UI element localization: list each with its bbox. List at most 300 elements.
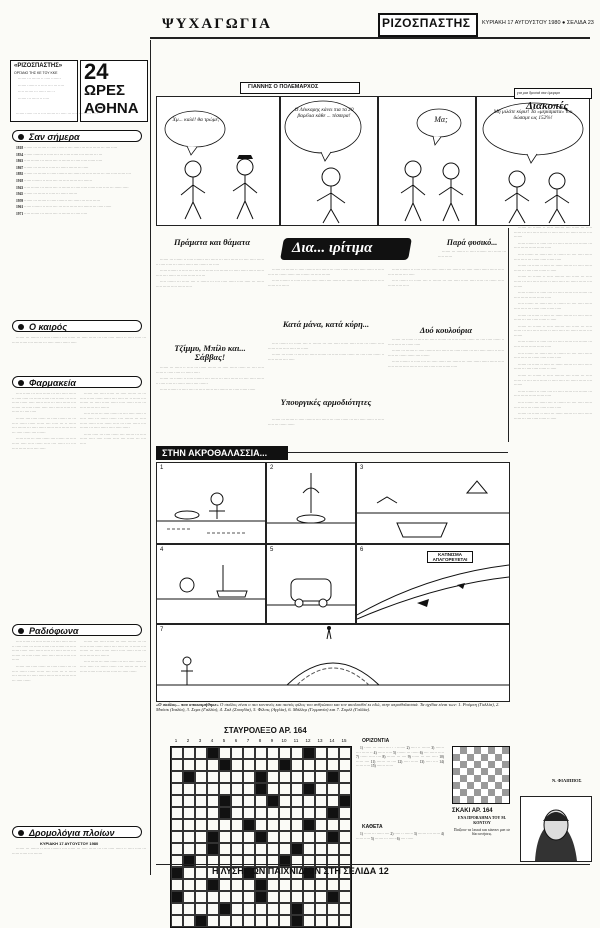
crossword-cell[interactable] xyxy=(291,879,303,891)
crossword-cell[interactable] xyxy=(339,891,351,903)
crossword-cell[interactable] xyxy=(243,879,255,891)
chess-square[interactable] xyxy=(495,796,502,803)
crossword-col-num: 3 xyxy=(198,738,202,743)
chess-square[interactable] xyxy=(453,789,460,796)
crossword-cell[interactable] xyxy=(303,891,315,903)
crossword-cell[interactable] xyxy=(315,831,327,843)
crossword-cell[interactable] xyxy=(195,855,207,867)
crossword-cell[interactable] xyxy=(171,891,183,903)
crossword-cell[interactable] xyxy=(243,771,255,783)
crossword-cell[interactable] xyxy=(339,879,351,891)
crossword-cell[interactable] xyxy=(291,891,303,903)
crossword-cell[interactable] xyxy=(339,915,351,927)
crossword-cell[interactable] xyxy=(315,807,327,819)
crossword-cell[interactable] xyxy=(255,903,267,915)
crossword-cell[interactable] xyxy=(207,879,219,891)
chess-square[interactable] xyxy=(488,747,495,754)
crossword-cell[interactable] xyxy=(327,759,339,771)
crossword-cell[interactable] xyxy=(243,795,255,807)
crossword-cell[interactable] xyxy=(315,903,327,915)
crossword-cell[interactable] xyxy=(267,747,279,759)
crossword-cell[interactable] xyxy=(279,903,291,915)
chess-square[interactable] xyxy=(502,754,509,761)
crossword-cell[interactable] xyxy=(339,795,351,807)
crossword-cell[interactable] xyxy=(279,831,291,843)
chess-square[interactable] xyxy=(502,747,509,754)
crossword-cell[interactable] xyxy=(267,843,279,855)
crossword-cell[interactable] xyxy=(339,903,351,915)
chess-square[interactable] xyxy=(502,796,509,803)
crossword-cell[interactable] xyxy=(315,891,327,903)
chess-square[interactable] xyxy=(502,761,509,768)
crossword-cell[interactable] xyxy=(195,783,207,795)
crossword-cell[interactable] xyxy=(267,891,279,903)
crossword-cell[interactable] xyxy=(219,759,231,771)
crossword-col-num: 8 xyxy=(258,738,262,743)
chess-square[interactable] xyxy=(481,789,488,796)
chess-square[interactable] xyxy=(474,789,481,796)
crossword-cell[interactable] xyxy=(231,831,243,843)
crossword-cell[interactable] xyxy=(171,819,183,831)
crossword-cell[interactable] xyxy=(279,783,291,795)
crossword-cell[interactable] xyxy=(243,783,255,795)
article-sub-3: Κατά μάνα, κατά κύρη... xyxy=(282,319,370,329)
crossword-cell[interactable] xyxy=(219,771,231,783)
chess-square[interactable] xyxy=(467,782,474,789)
crossword-cell[interactable] xyxy=(219,819,231,831)
chess-square[interactable] xyxy=(453,761,460,768)
crossword-cell[interactable] xyxy=(183,807,195,819)
crossword-cell[interactable] xyxy=(291,915,303,927)
chess-square[interactable] xyxy=(495,775,502,782)
crossword-cell[interactable] xyxy=(291,783,303,795)
section-title: ΨΥΧΑΓΩΓΙΑ xyxy=(162,16,272,32)
crossword-cell[interactable] xyxy=(219,747,231,759)
chess-square[interactable] xyxy=(474,747,481,754)
crossword-cell[interactable] xyxy=(339,759,351,771)
crossword-cell[interactable] xyxy=(303,807,315,819)
crossword-cell[interactable] xyxy=(255,831,267,843)
crossword-cell[interactable] xyxy=(195,915,207,927)
crossword-cell[interactable] xyxy=(291,795,303,807)
crossword-cell[interactable] xyxy=(219,879,231,891)
crossword-cell[interactable] xyxy=(315,783,327,795)
chess-square[interactable] xyxy=(474,768,481,775)
chess-square[interactable] xyxy=(467,789,474,796)
crossword-cell[interactable] xyxy=(171,831,183,843)
crossword-cell[interactable] xyxy=(207,819,219,831)
crossword-cell[interactable] xyxy=(207,891,219,903)
crossword-cell[interactable] xyxy=(291,843,303,855)
crossword-cell[interactable] xyxy=(303,795,315,807)
crossword-col-numbers xyxy=(170,738,350,746)
crossword-cell[interactable] xyxy=(231,807,243,819)
crossword-col-num: 14 xyxy=(329,738,335,743)
crossword-cell[interactable] xyxy=(255,891,267,903)
chess-square[interactable] xyxy=(481,768,488,775)
crossword-down-clues: 1) ······ ··· ······ ···· 2) ····· ·· ······· 3) ······· ···· ······ 4) ······ ····· 5) ······· ··· ······ 6) ···· ······ xyxy=(356,832,444,841)
crossword-cell[interactable] xyxy=(171,915,183,927)
chess-square[interactable] xyxy=(453,782,460,789)
crossword-cell[interactable] xyxy=(231,903,243,915)
crossword-cell[interactable] xyxy=(339,771,351,783)
crossword-cell[interactable] xyxy=(195,747,207,759)
crossword-cell[interactable] xyxy=(243,747,255,759)
chess-square[interactable] xyxy=(495,761,502,768)
crossword-cell[interactable] xyxy=(195,759,207,771)
crossword-cell[interactable] xyxy=(279,819,291,831)
crossword-cell[interactable] xyxy=(303,759,315,771)
crossword-cell[interactable] xyxy=(231,891,243,903)
year-1943: 1943 xyxy=(16,185,24,190)
crossword-cell[interactable] xyxy=(303,771,315,783)
crossword-cell[interactable] xyxy=(291,903,303,915)
chess-square[interactable] xyxy=(488,754,495,761)
crossword-cell[interactable] xyxy=(279,807,291,819)
crossword-cell[interactable] xyxy=(195,831,207,843)
crossword-cell[interactable] xyxy=(243,831,255,843)
chess-square[interactable] xyxy=(488,775,495,782)
crossword-cell[interactable] xyxy=(243,819,255,831)
chess-square[interactable] xyxy=(453,796,460,803)
crossword-cell[interactable] xyxy=(303,843,315,855)
crossword-cell[interactable] xyxy=(183,819,195,831)
crossword-cell[interactable] xyxy=(279,795,291,807)
crossword-cell[interactable] xyxy=(183,903,195,915)
crossword-cell[interactable] xyxy=(219,831,231,843)
crossword-cell[interactable] xyxy=(231,747,243,759)
crossword-cell[interactable] xyxy=(171,843,183,855)
chess-square[interactable] xyxy=(453,768,460,775)
masthead: «ΡΙΖΟΣΠΑΣΤΗΣ» xyxy=(14,63,63,69)
strip-panel-number-5: 5 xyxy=(270,547,274,553)
crossword-cell[interactable] xyxy=(219,783,231,795)
crossword-cell[interactable] xyxy=(183,783,195,795)
crossword-cell[interactable] xyxy=(291,807,303,819)
crossword-cell[interactable] xyxy=(303,879,315,891)
chess-square[interactable] xyxy=(474,796,481,803)
chess-square[interactable] xyxy=(467,754,474,761)
chess-square[interactable] xyxy=(474,775,481,782)
chess-square[interactable] xyxy=(460,754,467,761)
crossword-cell[interactable] xyxy=(315,771,327,783)
crossword-cell[interactable] xyxy=(243,891,255,903)
chess-square[interactable] xyxy=(488,768,495,775)
article-sub-5: Δυό κουλούρια xyxy=(419,325,473,335)
crossword-cell[interactable] xyxy=(207,831,219,843)
chess-square[interactable] xyxy=(488,761,495,768)
crossword-cell[interactable] xyxy=(267,903,279,915)
chess-square[interactable] xyxy=(467,796,474,803)
chess-square[interactable] xyxy=(467,768,474,775)
crossword-cell[interactable] xyxy=(267,831,279,843)
chess-square[interactable] xyxy=(460,789,467,796)
crossword-cell[interactable] xyxy=(231,879,243,891)
chess-square[interactable] xyxy=(502,782,509,789)
crossword-cell[interactable] xyxy=(327,915,339,927)
crossword-cell[interactable] xyxy=(219,843,231,855)
article-title: Δια... ιρίτιμα xyxy=(292,240,373,256)
crossword-cell[interactable] xyxy=(327,831,339,843)
crossword-cell[interactable] xyxy=(243,903,255,915)
crossword-cell[interactable] xyxy=(171,795,183,807)
crossword-cell[interactable] xyxy=(207,807,219,819)
crossword-cell[interactable] xyxy=(231,783,243,795)
article-sub-4: Υπουργικές αρμοδιότητες xyxy=(280,397,372,407)
crossword-cell[interactable] xyxy=(207,795,219,807)
chess-square[interactable] xyxy=(467,747,474,754)
crossword-cell[interactable] xyxy=(243,807,255,819)
crossword-cell[interactable] xyxy=(315,915,327,927)
chess-square[interactable] xyxy=(488,796,495,803)
crossword-cell[interactable] xyxy=(291,747,303,759)
crossword-cell[interactable] xyxy=(183,831,195,843)
crossword-cell[interactable] xyxy=(207,783,219,795)
crossword-cell[interactable] xyxy=(183,759,195,771)
crossword-cell[interactable] xyxy=(219,807,231,819)
strip-caption xyxy=(156,702,508,720)
crossword-cell[interactable] xyxy=(255,795,267,807)
crossword-cell[interactable] xyxy=(171,903,183,915)
masthead-sub: ΟΡΓΑΝΟ ΤΗΣ ΚΕ ΤΟΥ ΚΚΕ xyxy=(14,71,58,75)
crossword-cell[interactable] xyxy=(339,843,351,855)
crossword-cell[interactable] xyxy=(195,879,207,891)
chess-square[interactable] xyxy=(467,775,474,782)
chess-square[interactable] xyxy=(460,775,467,782)
crossword-cell[interactable] xyxy=(255,879,267,891)
crossword-cell[interactable] xyxy=(267,771,279,783)
chess-square[interactable] xyxy=(481,782,488,789)
crossword-cell[interactable] xyxy=(267,807,279,819)
crossword-cell[interactable] xyxy=(171,879,183,891)
crossword-cell[interactable] xyxy=(315,747,327,759)
crossword-cell[interactable] xyxy=(303,831,315,843)
cartoon-panel-3 xyxy=(378,96,476,226)
paper-name: ΡΙΖΟΣΠΑΣΤΗΣ xyxy=(382,16,471,30)
crossword-cell[interactable] xyxy=(171,867,183,879)
crossword-cell[interactable] xyxy=(171,855,183,867)
crossword-cell[interactable] xyxy=(171,759,183,771)
masthead-details: ······· ··· ······· ·· ····· ········ ······· ········ ·· ····· ···· ··· ····· ····· ······· ··· ······ ···· ·· ······· ··· ······ ·· ····· xyxy=(18,77,65,101)
article-text-2: ······· ··· ······ ·· ····· ··· ······ ······· ··· ····· ······ ······ ··· ···· ····· ······ ·· ····· ····· ··· ······ ····· ······· ··· ······· ·· ····· ········ ···· ······ ··· ····· ······ ··· ···· ····· ······ ·· ····· ····· ··· ······ ······ ···· ······· ······ ········ ·· ····· ···· ··· ····· ······ ···· ······· ··· ····· ······ ······ xyxy=(156,366,264,393)
crossword-cell[interactable] xyxy=(315,795,327,807)
chess-square[interactable] xyxy=(495,782,502,789)
crossword-cell[interactable] xyxy=(183,747,195,759)
crossword-cell[interactable] xyxy=(255,915,267,927)
crossword-cell[interactable] xyxy=(339,831,351,843)
crossword-cell[interactable] xyxy=(183,879,195,891)
crossword-cell[interactable] xyxy=(279,915,291,927)
crossword-cell[interactable] xyxy=(339,783,351,795)
chess-square[interactable] xyxy=(488,782,495,789)
chess-square[interactable] xyxy=(481,775,488,782)
right-column-author: Ν. ΦΙΛΙΠΠΟΣ xyxy=(552,778,582,783)
crossword-cell[interactable] xyxy=(183,867,195,879)
crossword-cell[interactable] xyxy=(207,771,219,783)
crossword-cell[interactable] xyxy=(327,771,339,783)
crossword-cell[interactable] xyxy=(339,807,351,819)
crossword-cell[interactable] xyxy=(195,867,207,879)
crossword-cell[interactable] xyxy=(303,819,315,831)
chess-square[interactable] xyxy=(453,754,460,761)
crossword-cell[interactable] xyxy=(231,759,243,771)
crossword-cell[interactable] xyxy=(255,819,267,831)
chess-square[interactable] xyxy=(460,782,467,789)
crossword-cell[interactable] xyxy=(315,819,327,831)
chess-square[interactable] xyxy=(502,789,509,796)
crossword-cell[interactable] xyxy=(327,891,339,903)
crossword-cell[interactable] xyxy=(195,795,207,807)
right-column-divider xyxy=(508,228,509,442)
crossword-cell[interactable] xyxy=(207,747,219,759)
crossword-cell[interactable] xyxy=(267,759,279,771)
crossword-cell[interactable] xyxy=(195,819,207,831)
crossword-cell[interactable] xyxy=(195,903,207,915)
crossword-grid[interactable] xyxy=(170,746,352,928)
crossword-cell[interactable] xyxy=(327,783,339,795)
crossword-cell[interactable] xyxy=(315,843,327,855)
crossword-cell[interactable] xyxy=(327,807,339,819)
crossword-cell[interactable] xyxy=(279,891,291,903)
crossword-cell[interactable] xyxy=(291,771,303,783)
crossword-cell[interactable] xyxy=(303,915,315,927)
pharmacies-text-left: ····· ······ ··· ····· ······ ··· ···· ····· ······ ·· ····· ····· ··· ······ ······ ···· ······· ··· ····· ······ ······ ····· ······ ····· ··· ····· ······ ···· ······· ··· ····· ······ ····· ····· ······ ····· ···· ······ ··· ···· ····· ······· ···· ····· ······ ··· ····· ······· ··· ··· ····· ······ ······ ······ ···· ····· ··· ·· ······ ···· ······· ··· ····· ······ ······ ····· ······ ····· ··· ····· ······ ···· ······· ······ ····· ··· ····· ······ ···· ······· ··· ····· ······ ····· ····· ······ ····· ···· ······ ··· ···· ····· ······ ····· ···· ····· xyxy=(12,392,76,451)
crossword-cell[interactable] xyxy=(219,903,231,915)
crossword-cell[interactable] xyxy=(243,843,255,855)
crossword-cell[interactable] xyxy=(183,891,195,903)
chess-square[interactable] xyxy=(460,747,467,754)
crossword-cell[interactable] xyxy=(279,771,291,783)
crossword-cell[interactable] xyxy=(315,879,327,891)
crossword-cell[interactable] xyxy=(255,807,267,819)
crossword-cell[interactable] xyxy=(279,759,291,771)
crossword-cell[interactable] xyxy=(171,747,183,759)
crossword-cell[interactable] xyxy=(171,783,183,795)
crossword-cell[interactable] xyxy=(243,915,255,927)
crossword-cell[interactable] xyxy=(327,843,339,855)
crossword-cell[interactable] xyxy=(207,759,219,771)
header-rule xyxy=(150,37,590,39)
masthead-info-text: ······· ······ ··· ·· ···· ······· ··· ····· ··· ····· ·········· ····· xyxy=(16,112,98,116)
crossword-cell[interactable] xyxy=(219,795,231,807)
crossword-cell[interactable] xyxy=(231,819,243,831)
chess-square[interactable] xyxy=(495,747,502,754)
crossword-cell[interactable] xyxy=(327,747,339,759)
chess-square[interactable] xyxy=(495,754,502,761)
crossword-cell[interactable] xyxy=(279,747,291,759)
crossword-cell[interactable] xyxy=(231,843,243,855)
chess-square[interactable] xyxy=(481,754,488,761)
crossword-cell[interactable] xyxy=(303,903,315,915)
strip-drawing-1 xyxy=(157,463,265,543)
crossword-col-num: 15 xyxy=(341,738,347,743)
crossword-cell[interactable] xyxy=(207,903,219,915)
crossword-cell[interactable] xyxy=(207,843,219,855)
chess-square[interactable] xyxy=(453,747,460,754)
crossword-cell[interactable] xyxy=(339,819,351,831)
crossword-cell[interactable] xyxy=(327,819,339,831)
crossword-cell[interactable] xyxy=(183,855,195,867)
crossword-cell[interactable] xyxy=(267,819,279,831)
crossword-cell[interactable] xyxy=(255,843,267,855)
chess-board[interactable] xyxy=(452,746,510,804)
crossword-col-num: 6 xyxy=(234,738,238,743)
chess-square[interactable] xyxy=(474,782,481,789)
crossword-cell[interactable] xyxy=(219,915,231,927)
year-1892: 1892 xyxy=(16,172,24,177)
crossword-cell[interactable] xyxy=(255,783,267,795)
strip-panel-5 xyxy=(266,544,356,624)
chess-square[interactable] xyxy=(481,761,488,768)
chess-square[interactable] xyxy=(488,789,495,796)
chess-square[interactable] xyxy=(453,775,460,782)
crossword-cell[interactable] xyxy=(255,759,267,771)
crossword-cell[interactable] xyxy=(171,771,183,783)
chess-square[interactable] xyxy=(460,768,467,775)
chess-square[interactable] xyxy=(460,796,467,803)
crossword-cell[interactable] xyxy=(315,759,327,771)
crossword-cell[interactable] xyxy=(183,843,195,855)
crossword-cell[interactable] xyxy=(267,915,279,927)
crossword-cell[interactable] xyxy=(183,795,195,807)
crossword-cell[interactable] xyxy=(327,879,339,891)
crossword-cell[interactable] xyxy=(255,771,267,783)
crossword-cell[interactable] xyxy=(231,771,243,783)
crossword-cell[interactable] xyxy=(267,783,279,795)
crossword-cell[interactable] xyxy=(327,795,339,807)
crossword-cell[interactable] xyxy=(279,843,291,855)
crossword-cell[interactable] xyxy=(243,759,255,771)
crossword-cell[interactable] xyxy=(291,831,303,843)
chess-square[interactable] xyxy=(474,761,481,768)
crossword-cell[interactable] xyxy=(183,771,195,783)
crossword-cell[interactable] xyxy=(339,747,351,759)
cartoon-drawing-3 xyxy=(379,97,475,225)
crossword-cell[interactable] xyxy=(291,819,303,831)
chess-square[interactable] xyxy=(460,761,467,768)
crossword-cell[interactable] xyxy=(231,795,243,807)
crossword-cell[interactable] xyxy=(219,891,231,903)
crossword-cell[interactable] xyxy=(279,879,291,891)
chess-square[interactable] xyxy=(495,768,502,775)
crossword-cell[interactable] xyxy=(207,915,219,927)
crossword-cell[interactable] xyxy=(327,903,339,915)
chess-square[interactable] xyxy=(481,796,488,803)
crossword-cell[interactable] xyxy=(267,795,279,807)
crossword-cell[interactable] xyxy=(303,747,315,759)
crossword-cell[interactable] xyxy=(183,915,195,927)
chess-square[interactable] xyxy=(502,768,509,775)
banner-line1: ΩΡΕΣ xyxy=(84,82,126,99)
chess-square[interactable] xyxy=(467,761,474,768)
crossword-cell[interactable] xyxy=(195,843,207,855)
crossword-cell[interactable] xyxy=(255,747,267,759)
chess-square[interactable] xyxy=(481,747,488,754)
chess-square[interactable] xyxy=(495,789,502,796)
crossword-cell[interactable] xyxy=(195,807,207,819)
crossword-cell[interactable] xyxy=(195,771,207,783)
chess-square[interactable] xyxy=(502,775,509,782)
crossword-cell[interactable] xyxy=(303,783,315,795)
chess-square[interactable] xyxy=(474,754,481,761)
year-1959: 1959 xyxy=(16,198,24,203)
article-text-7: ······· ··· ······ ·· ····· ··· ······ ······· ··· ····· ······ ······ ··· ···· ····· ······ ·· ····· ····· ··· ······ ····· ······· ··· ······· ·· ····· ········ ···· ······ ··· ····· ······ ··· ···· ····· ······ ·· ····· ····· ··· ······ ······ ···· ······· ······ ········ ·· ····· ···· ··· ····· ······ ···· ······· ··· ····· ······ ······ ······ ····· ····· ······ ····· ······ ···· ···· ····· ····· ······ ····· xyxy=(388,338,504,369)
crossword-cell[interactable] xyxy=(291,759,303,771)
crossword-cell[interactable] xyxy=(231,915,243,927)
crossword-cell[interactable] xyxy=(171,807,183,819)
crossword-cell[interactable] xyxy=(267,879,279,891)
crossword-cell[interactable] xyxy=(195,891,207,903)
